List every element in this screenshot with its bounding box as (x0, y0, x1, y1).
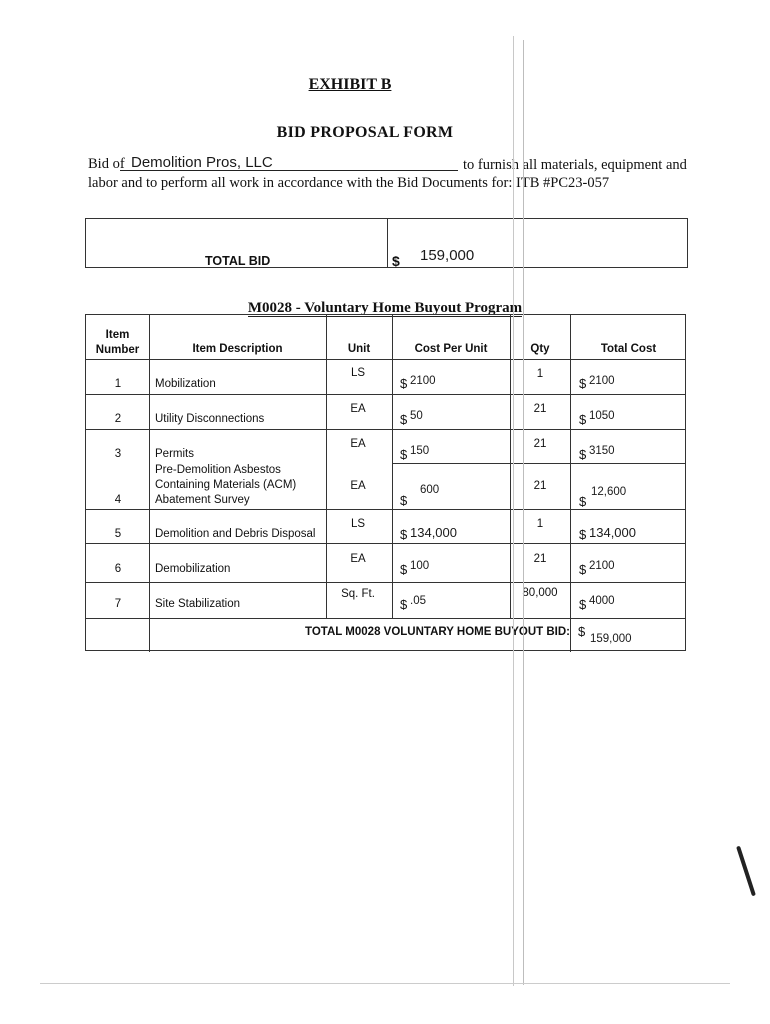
row-total-currency: $ (579, 376, 587, 391)
header-qty: Qty (530, 343, 550, 355)
row-total-cost: 2100 (589, 375, 615, 387)
row-total-cost: 3150 (589, 445, 615, 457)
row-cost-currency: $ (400, 562, 408, 577)
row-item-number: 5 (114, 528, 122, 540)
row-qty: 1 (536, 368, 544, 380)
row-cost-currency: $ (400, 597, 408, 612)
total-bid-box (85, 218, 688, 268)
row-qty: 1 (536, 518, 544, 530)
row-cost-per-unit: 50 (410, 410, 423, 422)
grand-total-label: TOTAL M0028 VOLUNTARY HOME BUYOUT BID: (305, 626, 570, 638)
row-qty: 80,000 (522, 587, 558, 599)
row-total-cost: 2100 (589, 560, 615, 572)
header-cost-per-unit: Cost Per Unit (414, 343, 488, 355)
total-bid-currency: $ (392, 253, 400, 269)
row-cost-currency: $ (400, 527, 408, 542)
scan-artifact-line (523, 40, 524, 985)
program-title: M0028 - Voluntary Home Buyout Program (247, 300, 523, 316)
description-line: Containing Materials (ACM) (155, 479, 297, 491)
row-qty: 21 (533, 480, 547, 492)
row-cost-per-unit: 2100 (410, 375, 436, 387)
row-total-cost: 4000 (589, 595, 615, 607)
header-unit: Unit (347, 343, 371, 355)
row-total-currency: $ (579, 412, 587, 427)
grand-total-currency: $ (578, 624, 586, 639)
row-item-description (155, 463, 296, 508)
total-bid-value: 159,000 (420, 247, 475, 264)
bid-of-label: Bid of (88, 156, 125, 172)
row-cost-per-unit: .05 (410, 595, 426, 607)
row-total-currency: $ (579, 527, 587, 542)
row-item-number: 4 (114, 494, 122, 506)
description-line: Pre-Demolition Asbestos (155, 464, 281, 476)
row-cost-per-unit: 100 (410, 560, 430, 572)
intro-line2: labor and to perform all work in accordance with the Bid Documents for: ITB #PC23-057 (88, 175, 610, 191)
row-cost-per-unit: 600 (420, 484, 440, 496)
row-cost-currency: $ (400, 493, 408, 508)
row-qty: 21 (533, 553, 547, 565)
description-line: Abatement Survey (155, 494, 250, 506)
header-item-description: Item Description (192, 343, 283, 355)
row-total-currency: $ (579, 447, 587, 462)
pen-mark (736, 846, 756, 897)
row-item-description: Site Stabilization (155, 598, 241, 610)
row-qty: 21 (533, 438, 547, 450)
row-qty: 21 (533, 403, 547, 415)
row-item-description: Permits (155, 448, 194, 460)
row-item-number: 3 (114, 448, 122, 460)
form-title: BID PROPOSAL FORM (276, 124, 454, 141)
row-unit: LS (350, 367, 366, 379)
total-bid-label: TOTAL BID (205, 254, 271, 268)
row-item-number: 7 (114, 598, 122, 610)
row-item-description: Mobilization (155, 378, 216, 390)
row-item-number: 6 (114, 563, 122, 575)
row-unit: EA (350, 553, 366, 565)
row-unit: EA (350, 403, 366, 415)
row-item-description: Demolition and Debris Disposal (155, 528, 316, 540)
header-total-cost: Total Cost (600, 343, 657, 355)
bidder-name: Demolition Pros, LLC (131, 154, 273, 171)
scan-artifact-line (513, 36, 514, 986)
row-unit: Sq. Ft. (341, 588, 375, 600)
grand-total-value: 159,000 (590, 633, 632, 645)
row-cost-per-unit: 150 (410, 445, 430, 457)
row-cost-per-unit: 134,000 (410, 525, 457, 540)
scan-artifact-edge (40, 983, 730, 984)
row-item-number: 1 (114, 378, 122, 390)
row-item-description: Utility Disconnections (155, 413, 265, 425)
row-unit: LS (350, 518, 366, 530)
bid-items-table (85, 314, 686, 651)
row-cost-currency: $ (400, 376, 408, 391)
row-total-cost: 1050 (589, 410, 615, 422)
row-unit: EA (350, 480, 366, 492)
intro-line1-rest: to furnish all materials, equipment and (463, 157, 687, 173)
row-item-number: 2 (114, 413, 122, 425)
exhibit-heading: EXHIBIT B (308, 76, 392, 93)
row-cost-currency: $ (400, 412, 408, 427)
row-cost-currency: $ (400, 447, 408, 462)
row-total-cost: 134,000 (589, 525, 636, 540)
row-item-description: Demobilization (155, 563, 231, 575)
row-total-currency: $ (579, 494, 587, 509)
header-item-number: Item Number (95, 329, 140, 356)
row-total-currency: $ (579, 562, 587, 577)
row-unit: EA (350, 438, 366, 450)
row-total-cost: 12,600 (591, 486, 627, 498)
row-total-currency: $ (579, 597, 587, 612)
